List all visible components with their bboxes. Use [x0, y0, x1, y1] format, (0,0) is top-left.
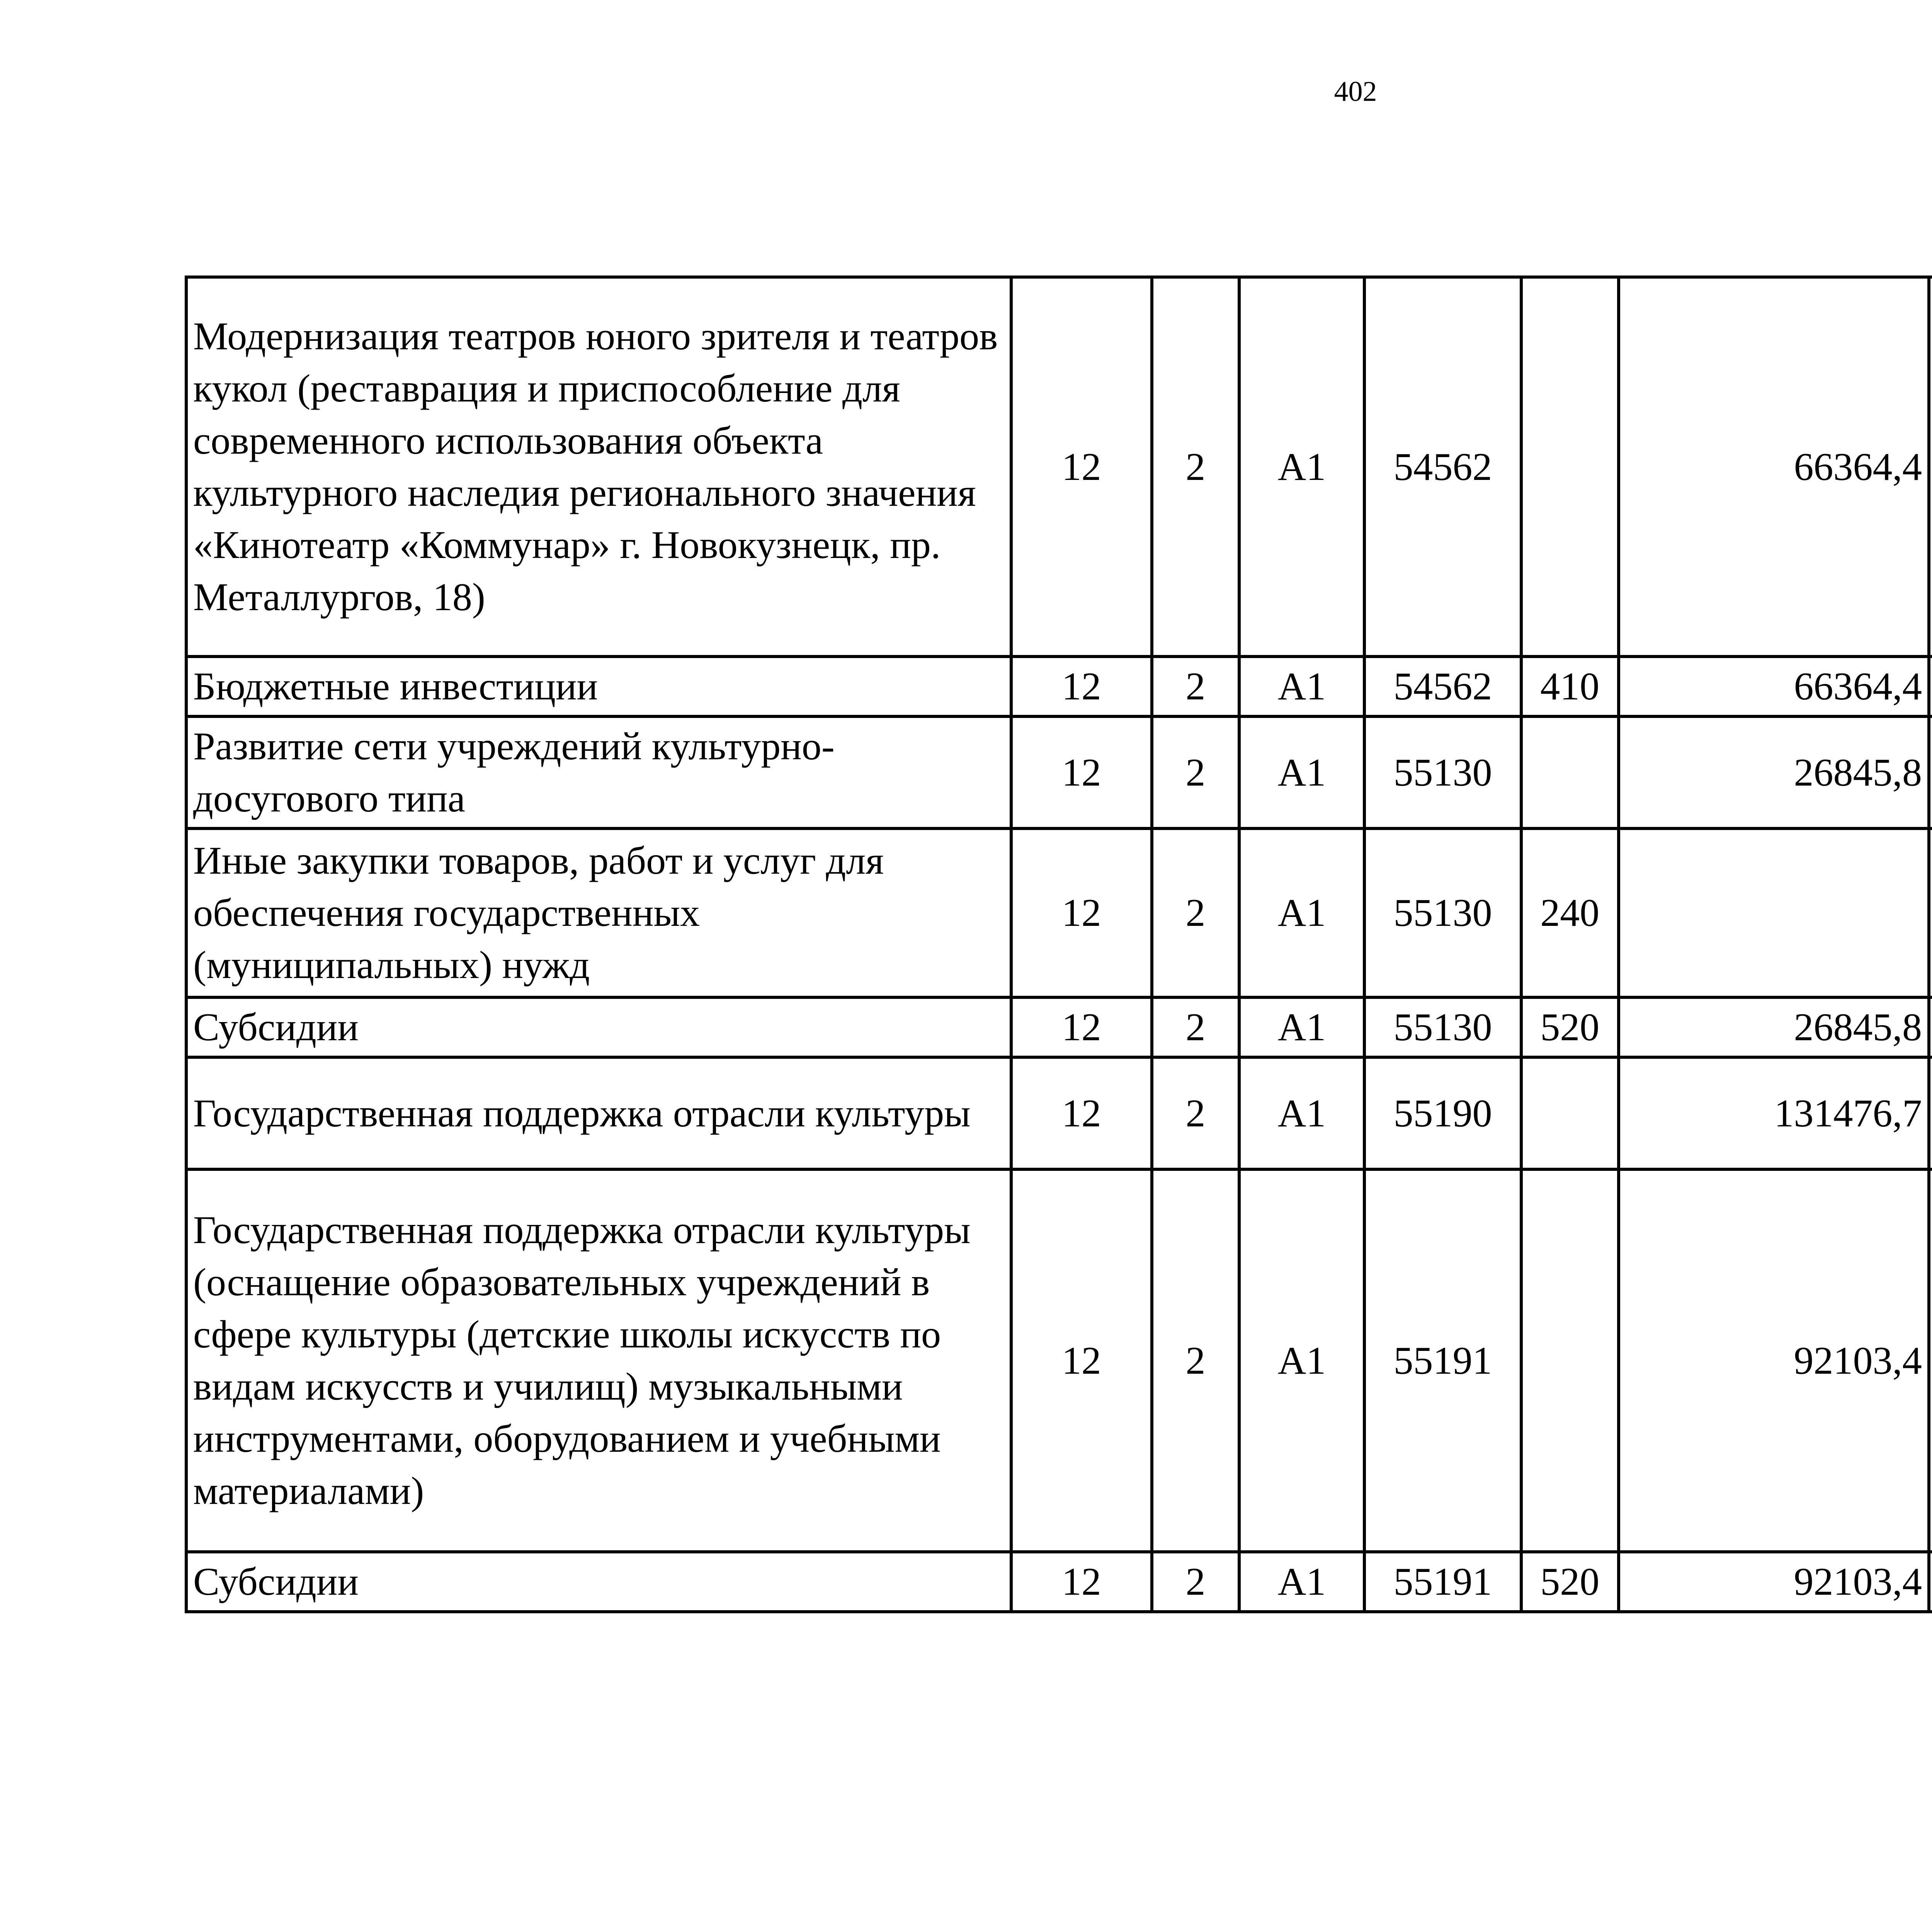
year1-amount-cell — [1619, 828, 1929, 997]
article-cell: 54562 — [1364, 277, 1521, 657]
subsection-cell: 2 — [1152, 1169, 1239, 1552]
section-cell: 12 — [1011, 828, 1152, 997]
subsection-cell: 2 — [1152, 828, 1239, 997]
section-cell: 12 — [1011, 997, 1152, 1057]
program-cell: А1 — [1239, 657, 1364, 716]
subsection-cell: 2 — [1152, 277, 1239, 657]
year2-amount-cell — [1929, 1169, 1932, 1552]
table-row — [186, 997, 1932, 1057]
article-cell: 55190 — [1364, 1057, 1521, 1169]
subsection-cell: 2 — [1152, 997, 1239, 1057]
subsection-cell: 2 — [1152, 657, 1239, 716]
program-cell: А1 — [1239, 277, 1364, 657]
section-cell: 12 — [1011, 277, 1152, 657]
year1-amount-cell: 131476,7 — [1619, 1057, 1929, 1169]
expense-type-cell — [1521, 1057, 1619, 1169]
row-name-cell: Бюджетные инвестиции — [186, 657, 1011, 716]
year1-amount-cell: 26845,8 — [1619, 716, 1929, 828]
table-row — [186, 1169, 1932, 1552]
year2-amount-cell — [1929, 1552, 1932, 1612]
expense-type-cell — [1521, 1169, 1619, 1552]
row-name-cell: Модернизация театров юного зрителя и театров кукол (реставрация и приспособление для современного использования объекта культурного наследия регионального значения «Кинотеатр «Коммунар» г. Новокузнецк, пр. Металлургов, 18) — [186, 277, 1011, 657]
year1-amount-cell: 92103,4 — [1619, 1169, 1929, 1552]
article-cell: 55191 — [1364, 1169, 1521, 1552]
page-number: 402 — [1334, 76, 1377, 107]
expense-type-cell: 410 — [1521, 657, 1619, 716]
table-row — [186, 277, 1932, 657]
budget-table — [185, 276, 1932, 1613]
section-cell: 12 — [1011, 716, 1152, 828]
article-cell: 55191 — [1364, 1552, 1521, 1612]
year2-amount-cell — [1929, 828, 1932, 997]
subsection-cell: 2 — [1152, 1552, 1239, 1612]
expense-type-cell: 240 — [1521, 828, 1619, 997]
expense-type-cell: 520 — [1521, 997, 1619, 1057]
year1-amount-cell: 26845,8 — [1619, 997, 1929, 1057]
year2-amount-cell — [1929, 1057, 1932, 1169]
program-cell: А1 — [1239, 997, 1364, 1057]
program-cell: А1 — [1239, 828, 1364, 997]
table-row — [186, 828, 1932, 997]
year1-amount-cell: 66364,4 — [1619, 657, 1929, 716]
year2-amount-cell — [1929, 277, 1932, 657]
row-name-cell: Государственная поддержка отрасли культуры — [186, 1057, 1011, 1169]
program-cell: А1 — [1239, 1552, 1364, 1612]
program-cell: А1 — [1239, 716, 1364, 828]
program-cell: А1 — [1239, 1057, 1364, 1169]
table-row — [186, 657, 1932, 716]
section-cell: 12 — [1011, 1057, 1152, 1169]
expense-type-cell — [1521, 277, 1619, 657]
article-cell: 55130 — [1364, 716, 1521, 828]
row-name-cell: Субсидии — [186, 997, 1011, 1057]
expense-type-cell — [1521, 716, 1619, 828]
year2-amount-cell — [1929, 716, 1932, 828]
article-cell: 55130 — [1364, 828, 1521, 997]
year1-amount-cell: 66364,4 — [1619, 277, 1929, 657]
article-cell: 54562 — [1364, 657, 1521, 716]
table-row — [186, 716, 1932, 828]
table-row — [186, 1057, 1932, 1169]
subsection-cell: 2 — [1152, 716, 1239, 828]
year2-amount-cell — [1929, 997, 1932, 1057]
row-name-cell: Государственная поддержка отрасли культуры (оснащение образовательных учреждений в сфере культуры (детские школы искусств по видам искусств и училищ) музыкальными инструментами, оборудованием и учебными материалами) — [186, 1169, 1011, 1552]
year2-amount-cell — [1929, 657, 1932, 716]
row-name-cell: Субсидии — [186, 1552, 1011, 1612]
section-cell: 12 — [1011, 1552, 1152, 1612]
article-cell: 55130 — [1364, 997, 1521, 1057]
row-name-cell: Иные закупки товаров, работ и услуг для обеспечения государственных (муниципальных) нужд — [186, 828, 1011, 997]
table-row — [186, 1552, 1932, 1612]
expense-type-cell: 520 — [1521, 1552, 1619, 1612]
section-cell: 12 — [1011, 657, 1152, 716]
program-cell: А1 — [1239, 1169, 1364, 1552]
section-cell: 12 — [1011, 1169, 1152, 1552]
year1-amount-cell: 92103,4 — [1619, 1552, 1929, 1612]
row-name-cell: Развитие сети учреждений культурно-досугового типа — [186, 716, 1011, 828]
subsection-cell: 2 — [1152, 1057, 1239, 1169]
